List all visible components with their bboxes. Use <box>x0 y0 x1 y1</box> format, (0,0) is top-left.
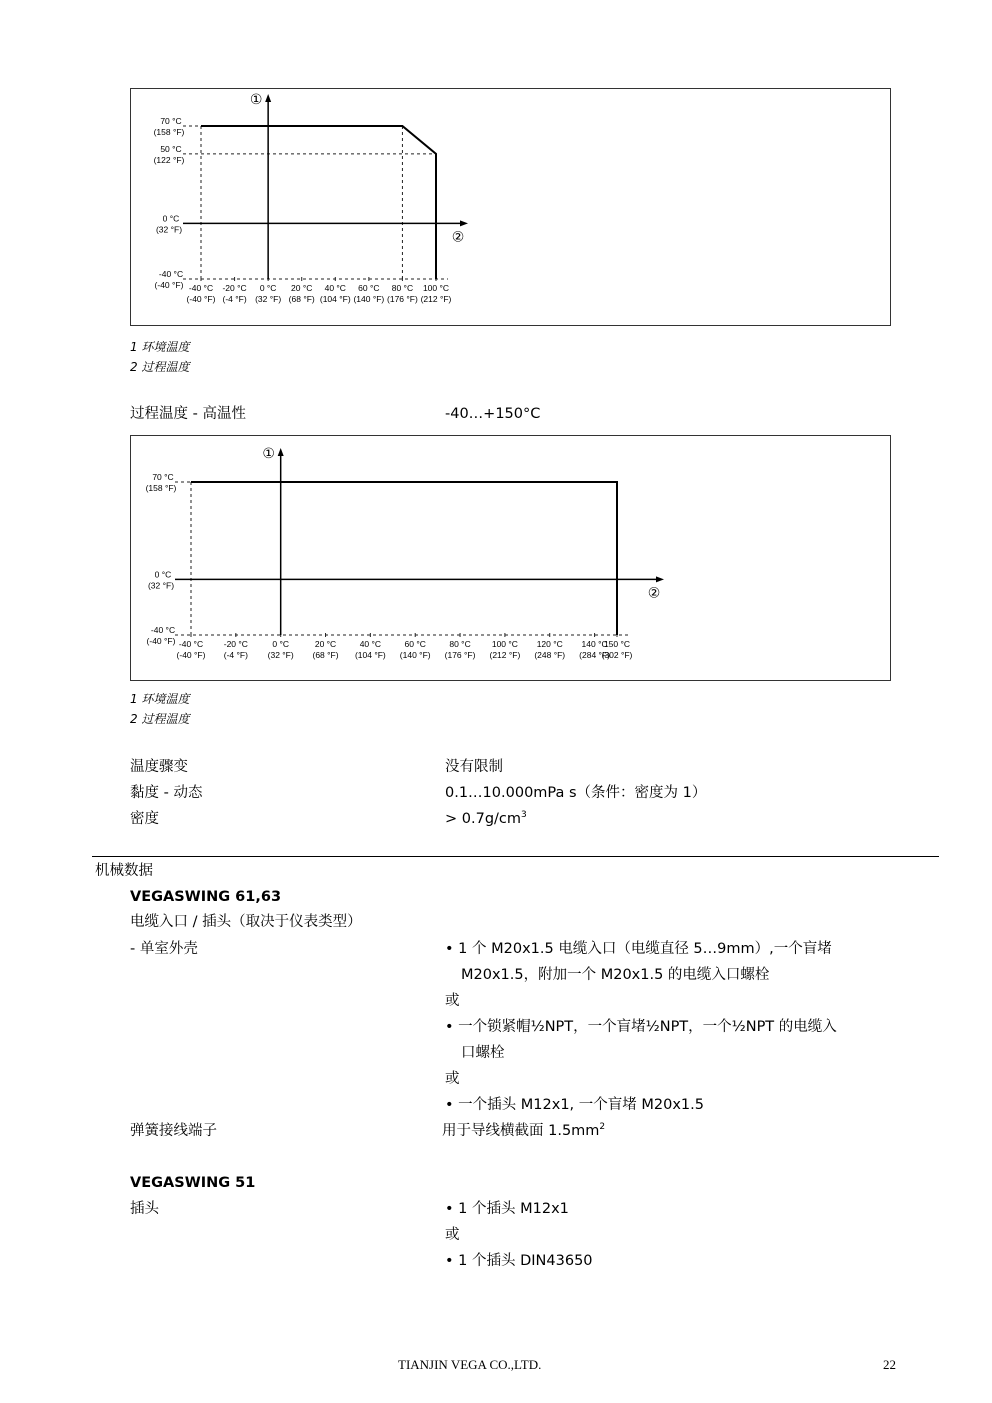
chart2-x-tick-f-1: (-4 °F) <box>223 650 248 660</box>
spring-terminal-value <box>442 1122 605 1140</box>
chart1-y-tick-c-2: 0 °C <box>162 213 180 224</box>
cable-option-1-line2: M20x1.5，附加一个 M20x1.5 的电缆入口螺栓 <box>461 967 770 983</box>
chart2-svg <box>131 436 890 680</box>
chart2-y-tick-c-2: -40 °C <box>150 625 176 635</box>
chart2-y-axis-marker: ① <box>262 446 275 462</box>
plug-option-2: • 1 个插头 DIN43650 <box>445 1253 593 1269</box>
chart2-y-tick-f-2: (-40 °F) <box>146 636 176 646</box>
spring-terminal-exponent: 2 <box>599 1122 606 1133</box>
cable-option-2-line2: 口螺栓 <box>461 1045 505 1061</box>
chart2-x-tick-c-2: 0 °C <box>272 639 290 649</box>
chart1-x-tick-c-1: -20 °C <box>222 283 247 293</box>
section-divider <box>92 856 939 857</box>
chart1-x-tick-c-5: 60 °C <box>358 283 380 293</box>
chart1-x-axis-arrow <box>460 220 468 226</box>
chart-ambient-vs-process-temp-standard <box>130 88 891 326</box>
vs51-title: VEGASWING 51 <box>130 1175 256 1191</box>
chart1-x-tick-c-6: 80 °C <box>391 283 414 293</box>
chart1-y-tick-c-0: 70 °C <box>160 116 182 126</box>
chart1-x-tick-f-3: (68 °F) <box>288 294 315 304</box>
chart2-x-axis-marker: ② <box>647 585 661 602</box>
chart2-x-tick-c-10: 150 °C <box>603 639 631 649</box>
chart2-x-tick-c-9: 140 °C <box>581 639 608 649</box>
process-temp-high-label: 过程温度 - 高温性 <box>130 406 246 422</box>
chart2-x-tick-f-6: (176 °F) <box>444 650 476 660</box>
chart1-y-axis-marker: ① <box>249 92 263 108</box>
chart2-x-tick-f-2: (32 °F) <box>267 650 294 660</box>
chart2-x-tick-f-7: (212 °F) <box>489 650 521 660</box>
chart2-y-tick-c-0: 70 °C <box>152 472 174 482</box>
or-2: 或 <box>445 1071 460 1087</box>
density-value <box>445 810 527 828</box>
footer-page-number: 22 <box>883 1357 896 1372</box>
figure1-caption-1: 1 环境温度 <box>130 340 190 354</box>
chart1-y-tick-c-3: -40 °C <box>158 269 184 279</box>
cable-entry-label: 电缆入口 / 插头（取决于仪表类型） <box>130 914 362 930</box>
chart-ambient-vs-process-temp-high <box>130 435 891 681</box>
cable-option-1-line1: • 1 个 M20x1.5 电缆入口（电缆直径 5…9mm）,一个盲堵 <box>445 941 832 957</box>
chart1-x-tick-f-7: (212 °F) <box>420 294 452 304</box>
chart1-series-line <box>201 126 436 279</box>
density-label: 密度 <box>130 811 159 827</box>
density-value-text: > 0.7g/cm <box>445 811 522 827</box>
chart1-x-tick-f-6: (176 °F) <box>387 294 418 304</box>
chart2-x-tick-c-3: 20 °C <box>314 639 337 649</box>
footer-company: TIANJIN VEGA CO.,LTD. <box>398 1357 542 1372</box>
figure2-caption-2: 2 过程温度 <box>130 712 190 726</box>
chart1-y-axis-arrow <box>265 94 271 102</box>
viscosity-value: 0.1…10.000mPa s（条件：密度为 1） <box>445 785 707 801</box>
cable-option-2-line1: • 一个锁紧帽½NPT，一个盲堵½NPT，一个½NPT 的电缆入 <box>445 1019 837 1035</box>
chart2-x-axis-arrow <box>656 576 664 582</box>
chart2-x-tick-f-4: (104 °F) <box>354 650 386 660</box>
figure2-caption-1: 1 环境温度 <box>130 692 190 706</box>
viscosity-label: 黏度 - 动态 <box>130 785 203 801</box>
chart2-x-tick-c-8: 120 °C <box>536 639 563 649</box>
chart1-y-tick-f-1: (122 °F) <box>153 154 185 165</box>
chart1-x-tick-c-0: -40 °C <box>188 283 214 293</box>
spring-terminal-label: 弹簧接线端子 <box>130 1123 217 1139</box>
chart2-x-tick-c-4: 40 °C <box>359 639 382 649</box>
chart1-x-tick-c-4: 40 °C <box>324 283 346 293</box>
chart1-svg <box>131 89 890 325</box>
chart2-y-tick-f-0: (158 °F) <box>145 483 177 493</box>
spring-terminal-value-text: 用于导线横截面 1.5mm <box>442 1123 600 1139</box>
chart2-x-tick-c-0: -40 °C <box>178 639 204 649</box>
temp-shock-label: 温度骤变 <box>130 759 188 775</box>
chart2-x-tick-f-8: (248 °F) <box>534 650 566 660</box>
chart2-x-tick-f-5: (140 °F) <box>399 650 431 660</box>
chart2-series-line <box>191 482 617 635</box>
chart1-y-tick-f-3: (-40 °F) <box>154 280 184 290</box>
chart1-y-tick-f-0: (158 °F) <box>153 127 185 137</box>
process-temp-high-value: -40…+150°C <box>445 406 541 422</box>
chart2-x-tick-c-6: 80 °C <box>449 639 471 649</box>
vs6163-title: VEGASWING 61,63 <box>130 889 282 905</box>
temp-shock-value: 没有限制 <box>445 759 503 775</box>
chart2-x-tick-c-5: 60 °C <box>404 639 426 649</box>
chart1-y-tick-c-1: 50 °C <box>160 143 182 154</box>
chart2-x-tick-f-3: (68 °F) <box>312 650 339 660</box>
chart2-x-tick-f-0: (-40 °F) <box>176 650 206 660</box>
plug-option-1: • 1 个插头 M12x1 <box>445 1201 569 1217</box>
chart2-x-tick-f-9: (284 °F) <box>579 650 610 660</box>
single-housing-label: - 单室外壳 <box>130 941 198 957</box>
chart1-x-tick-f-0: (-40 °F) <box>186 294 216 304</box>
chart2-y-tick-f-1: (32 °F) <box>147 580 175 591</box>
chart1-x-tick-f-5: (140 °F) <box>353 294 385 304</box>
density-unit-exponent: 3 <box>521 810 527 821</box>
chart2-x-tick-c-1: -20 °C <box>223 639 248 649</box>
chart2-x-tick-f-10: (302 °F) <box>601 650 633 660</box>
chart1-y-tick-f-2: (32 °F) <box>155 224 183 235</box>
chart2-x-tick-c-7: 100 °C <box>491 639 518 649</box>
chart1-x-tick-c-2: 0 °C <box>259 283 277 293</box>
plug-label: 插头 <box>130 1201 159 1217</box>
chart1-x-tick-f-1: (-4 °F) <box>222 294 247 304</box>
chart2-y-tick-c-1: 0 °C <box>154 569 172 580</box>
chart1-x-tick-c-7: 100 °C <box>422 283 450 293</box>
chart1-x-axis-marker: ② <box>451 229 465 246</box>
chart2-y-axis-arrow <box>278 448 284 456</box>
figure1-caption-2: 2 过程温度 <box>130 360 190 374</box>
or-1: 或 <box>445 993 460 1009</box>
cable-option-3: • 一个插头 M12x1, 一个盲堵 M20x1.5 <box>445 1097 704 1113</box>
section-title: 机械数据 <box>95 863 153 879</box>
chart1-x-tick-f-2: (32 °F) <box>255 294 282 304</box>
or-3: 或 <box>445 1227 460 1243</box>
chart1-x-tick-f-4: (104 °F) <box>319 294 351 304</box>
chart1-x-tick-c-3: 20 °C <box>291 283 313 293</box>
